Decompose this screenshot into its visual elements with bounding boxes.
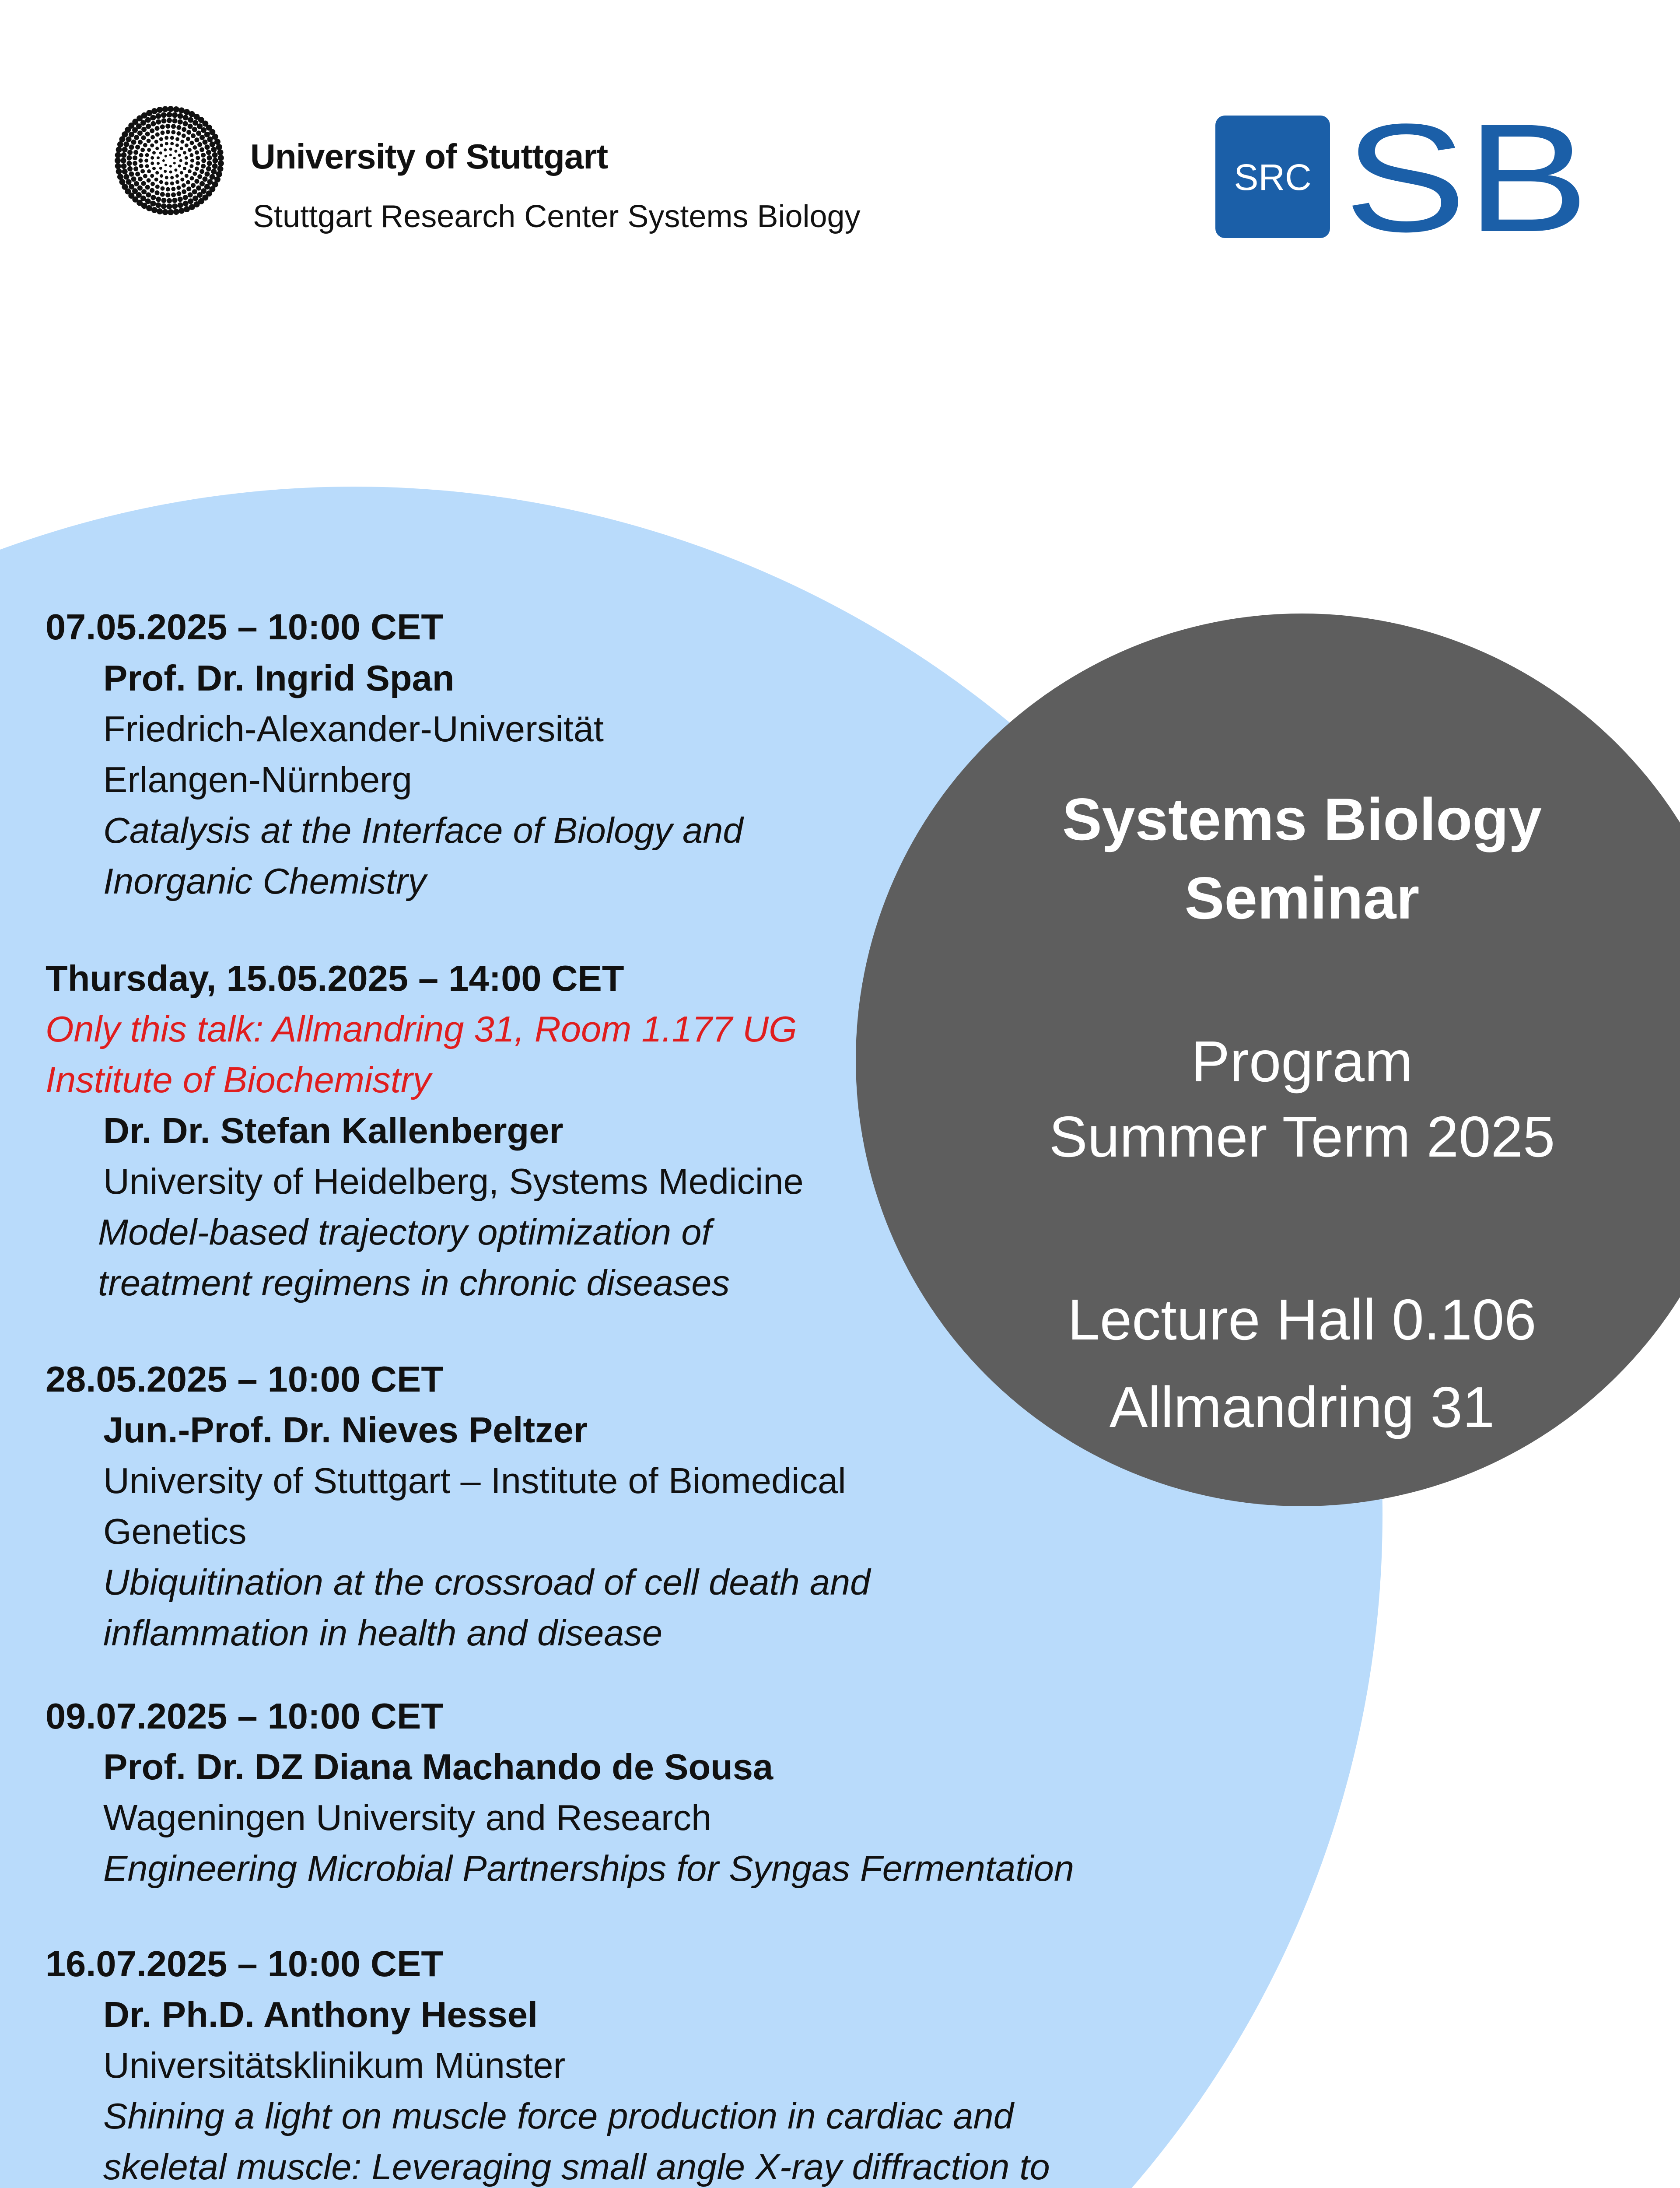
seal-dot bbox=[175, 180, 179, 184]
seal-dot bbox=[160, 174, 163, 178]
seal-dot bbox=[218, 155, 224, 161]
seal-dot bbox=[186, 130, 191, 135]
seal-dot bbox=[189, 153, 193, 157]
seal-dot bbox=[195, 167, 199, 171]
seminar-location bbox=[856, 1276, 1680, 1451]
seal-dot bbox=[143, 174, 147, 178]
seal-dot bbox=[140, 169, 145, 173]
seal-dot bbox=[137, 130, 143, 136]
seal-dot bbox=[126, 137, 132, 142]
seal-dot bbox=[176, 125, 181, 130]
talk-affiliation: University of Stuttgart – Institute of Biomedical bbox=[103, 1460, 846, 1501]
seal-dot bbox=[207, 155, 212, 161]
seal-dot bbox=[169, 171, 172, 174]
seal-dot bbox=[207, 137, 213, 142]
seal-dot bbox=[145, 185, 150, 189]
seal-dot bbox=[144, 159, 148, 163]
seal-dot bbox=[185, 161, 188, 165]
seal-dot bbox=[183, 115, 189, 120]
seal-dot bbox=[167, 112, 172, 118]
seal-dot bbox=[201, 153, 206, 158]
seal-dot bbox=[192, 127, 197, 132]
seal-dot bbox=[129, 144, 134, 150]
seal-dot bbox=[201, 164, 206, 168]
seal-dot bbox=[150, 195, 156, 200]
seal-dot bbox=[127, 150, 133, 155]
seal-dot bbox=[192, 196, 198, 201]
seal-dot bbox=[182, 189, 186, 194]
seal-dot bbox=[196, 156, 200, 160]
seal-dot bbox=[200, 181, 205, 186]
seal-dot bbox=[207, 161, 212, 166]
seal-dot bbox=[173, 106, 179, 112]
seal-dot bbox=[175, 144, 179, 147]
seal-dot bbox=[190, 159, 194, 163]
seal-dot bbox=[218, 160, 224, 166]
seal-dot bbox=[189, 164, 193, 168]
seal-dot bbox=[150, 182, 155, 186]
seal-dot bbox=[133, 161, 137, 166]
seal-dot bbox=[152, 167, 156, 170]
seal-dot bbox=[126, 161, 132, 166]
talk-speaker: Jun.-Prof. Dr. Nieves Peltzer bbox=[103, 1410, 588, 1450]
seal-dot bbox=[133, 166, 138, 171]
seal-dot bbox=[166, 187, 170, 192]
seal-dot bbox=[217, 149, 224, 155]
seal-dot bbox=[183, 201, 189, 207]
program-label bbox=[856, 1024, 1680, 1175]
seal-dot bbox=[203, 176, 208, 182]
seal-dot bbox=[186, 186, 191, 191]
seal-dot bbox=[173, 157, 176, 159]
seal-dot bbox=[151, 108, 158, 114]
seal-dot bbox=[154, 178, 158, 182]
seal-dot bbox=[155, 147, 159, 150]
talk-title: inflammation in health and disease bbox=[103, 1613, 663, 1653]
seal-dot bbox=[196, 186, 201, 191]
location-line2: Allmandring 31 bbox=[1109, 1375, 1495, 1439]
seal-dot bbox=[170, 182, 174, 186]
seal-dot bbox=[212, 163, 218, 169]
seal-dot bbox=[186, 180, 190, 185]
seal-dot bbox=[157, 156, 160, 159]
seal-dot bbox=[197, 142, 202, 147]
location-line1: Lecture Hall 0.106 bbox=[1068, 1287, 1536, 1352]
seal-dot bbox=[178, 113, 183, 119]
seal-dot bbox=[165, 176, 168, 179]
seal-dot bbox=[184, 206, 190, 212]
seal-dot bbox=[165, 142, 168, 145]
seal-dot bbox=[182, 183, 186, 188]
seal-dot bbox=[183, 195, 188, 200]
seal-dot bbox=[178, 202, 183, 208]
seal-dot bbox=[171, 124, 176, 129]
seal-dot bbox=[165, 124, 170, 129]
seal-dot bbox=[155, 113, 161, 119]
seal-dot bbox=[171, 130, 175, 134]
seal-dot bbox=[123, 174, 129, 180]
seal-dot bbox=[156, 119, 161, 125]
seal-dot bbox=[210, 174, 215, 180]
seal-dot bbox=[115, 158, 121, 164]
seal-dot bbox=[195, 151, 199, 155]
seal-dot bbox=[216, 144, 222, 150]
seal-dot bbox=[203, 140, 208, 145]
seal-dot bbox=[116, 168, 122, 175]
seal-dot bbox=[178, 208, 185, 214]
seal-dot bbox=[150, 201, 156, 207]
seal-dot bbox=[138, 177, 143, 182]
seal-dot bbox=[161, 112, 167, 118]
seal-dot bbox=[180, 147, 183, 150]
seal-dot bbox=[196, 130, 201, 136]
seal-dot bbox=[188, 169, 192, 173]
seal-dot bbox=[146, 124, 151, 129]
srcsb-logo bbox=[1215, 116, 1600, 238]
talk-date: 28.05.2025 – 10:00 CET bbox=[46, 1359, 444, 1399]
seal-dot bbox=[211, 169, 217, 175]
seal-dot bbox=[190, 176, 194, 181]
seal-dot bbox=[174, 150, 177, 153]
university-seal-logo bbox=[115, 106, 224, 215]
seal-dot bbox=[150, 135, 155, 140]
seal-dot bbox=[172, 203, 178, 209]
talk-title: Engineering Microbial Partnerships for Syngas Fermentation bbox=[103, 1848, 1074, 1889]
talk-room-note: Institute of Biochemistry bbox=[46, 1059, 431, 1100]
seal-dot bbox=[169, 148, 172, 151]
seal-dot bbox=[204, 132, 210, 137]
seal-dot bbox=[150, 115, 156, 120]
seal-dot bbox=[200, 169, 204, 174]
seal-dot bbox=[170, 136, 174, 140]
seal-dot bbox=[123, 141, 129, 147]
seal-dot bbox=[206, 166, 211, 172]
seal-dot bbox=[160, 144, 163, 147]
seal-dot bbox=[192, 172, 197, 176]
seal-dot bbox=[131, 176, 136, 182]
seal-dot bbox=[173, 162, 176, 165]
seal-dot bbox=[141, 189, 147, 194]
seal-dot bbox=[157, 162, 160, 165]
talk-room-note: Only this talk: Allmandring 31, Room 1.177 UG bbox=[46, 1009, 797, 1049]
talk-speaker: Dr. Dr. Stefan Kallenberger bbox=[103, 1110, 564, 1151]
seal-dot bbox=[182, 127, 186, 132]
seal-dot bbox=[122, 147, 128, 152]
seal-dot bbox=[172, 112, 178, 118]
seal-dot bbox=[164, 182, 168, 186]
seal-dot bbox=[135, 172, 140, 176]
seal-dot bbox=[155, 126, 160, 131]
talk-speaker: Prof. Dr. DZ Diana Machando de Sousa bbox=[103, 1746, 774, 1787]
seal-dot bbox=[200, 135, 205, 140]
talk-affiliation: Wageningen University and Research bbox=[103, 1797, 712, 1838]
university-name: University of Stuttgart bbox=[250, 137, 608, 176]
seal-dot bbox=[155, 171, 159, 175]
seal-dot bbox=[206, 150, 211, 155]
seal-dot bbox=[167, 118, 172, 123]
seal-dot bbox=[141, 127, 147, 132]
seal-dot bbox=[154, 140, 158, 144]
seal-dot bbox=[159, 137, 163, 141]
seal-dot bbox=[178, 196, 183, 202]
seal-dot bbox=[216, 171, 222, 177]
seal-dot bbox=[210, 141, 215, 147]
seal-dot bbox=[121, 163, 126, 169]
logo-src-text: SRC bbox=[1234, 157, 1312, 198]
seal-dot bbox=[211, 147, 217, 152]
seal-dot bbox=[121, 158, 126, 164]
seal-dot bbox=[180, 171, 183, 175]
seal-dot bbox=[155, 132, 160, 137]
seal-dot bbox=[183, 167, 186, 170]
seal-dot bbox=[115, 163, 121, 169]
talk-speaker: Prof. Dr. Ingrid Span bbox=[103, 658, 455, 698]
seal-dot bbox=[205, 172, 210, 177]
seal-dot bbox=[172, 118, 178, 123]
seminar-title-line2: Seminar bbox=[1184, 865, 1420, 931]
seal-dot bbox=[162, 209, 168, 215]
seal-dot bbox=[150, 156, 154, 160]
seal-dot bbox=[183, 121, 188, 126]
talk-title: Shining a light on muscle force production in cardiac and bbox=[103, 2096, 1014, 2136]
seal-dot bbox=[116, 147, 122, 153]
seal-dot bbox=[170, 176, 174, 179]
seal-dot bbox=[188, 148, 192, 152]
seal-dot bbox=[196, 161, 200, 165]
seal-dot bbox=[165, 193, 170, 197]
seal-dot bbox=[147, 169, 151, 173]
talk-affiliation: Genetics bbox=[103, 1511, 247, 1552]
seal-dot bbox=[157, 107, 163, 113]
program-line1: Program bbox=[1191, 1029, 1413, 1094]
seal-dot bbox=[201, 158, 206, 163]
seal-dot bbox=[139, 164, 144, 168]
seal-dot bbox=[182, 133, 186, 138]
seal-dot bbox=[121, 152, 126, 158]
seal-dot bbox=[170, 142, 174, 145]
seal-dot bbox=[126, 179, 132, 185]
talk-date: 07.05.2025 – 10:00 CET bbox=[46, 607, 444, 647]
seal-dot bbox=[183, 151, 186, 154]
seminar-title-line1: Systems Biology bbox=[1062, 786, 1542, 852]
seal-dot bbox=[143, 143, 147, 147]
seal-dot bbox=[159, 180, 163, 184]
seal-dot bbox=[150, 161, 154, 165]
talk-title: Ubiquitination at the crossroad of cell death and bbox=[103, 1562, 871, 1602]
seal-dot bbox=[178, 165, 181, 168]
seal-dot bbox=[134, 135, 139, 140]
seal-dot bbox=[156, 196, 161, 202]
talk-date: Thursday, 15.05.2025 – 14:00 CET bbox=[46, 958, 624, 999]
talk-date: 16.07.2025 – 10:00 CET bbox=[46, 1943, 444, 1984]
seal-dot bbox=[117, 174, 123, 180]
seal-dot bbox=[131, 140, 136, 145]
seal-dot bbox=[178, 119, 183, 125]
seal-dot bbox=[192, 189, 197, 194]
seal-dot bbox=[150, 174, 154, 178]
seal-dot bbox=[159, 167, 162, 170]
seal-dot bbox=[185, 156, 188, 160]
seal-dot bbox=[161, 198, 167, 203]
seal-dot bbox=[194, 179, 199, 184]
seal-dot bbox=[207, 179, 213, 185]
seal-dot bbox=[137, 186, 143, 191]
seal-dot bbox=[129, 184, 134, 189]
seal-dot bbox=[147, 139, 151, 143]
seal-dot bbox=[147, 148, 151, 152]
seal-dot bbox=[217, 166, 224, 172]
seal-dot bbox=[162, 159, 165, 162]
seal-dot bbox=[152, 151, 156, 154]
talk-title: treatment regimens in chronic diseases bbox=[98, 1262, 730, 1303]
program-line2: Summer Term 2025 bbox=[1049, 1105, 1555, 1169]
seal-dot bbox=[133, 150, 138, 155]
seal-dot bbox=[134, 181, 139, 186]
seal-dot bbox=[188, 124, 193, 129]
talk-title: Model-based trajectory optimization of bbox=[98, 1212, 712, 1252]
seal-dot bbox=[176, 186, 181, 190]
seal-dot bbox=[194, 137, 199, 142]
seal-dot bbox=[145, 164, 149, 168]
seal-dot bbox=[186, 137, 190, 141]
seal-dot bbox=[178, 107, 185, 113]
talk-date: 09.07.2025 – 10:00 CET bbox=[46, 1696, 444, 1736]
seal-dot bbox=[141, 181, 146, 186]
talk-title: skeletal muscle: Leveraging small angle X-ray diffraction to bbox=[103, 2146, 1050, 2187]
seal-dot bbox=[133, 155, 137, 160]
seal-dot bbox=[172, 198, 178, 203]
seminar-title bbox=[856, 780, 1680, 937]
seal-dot bbox=[161, 118, 167, 123]
seal-dot bbox=[155, 190, 160, 195]
seal-dot bbox=[173, 209, 179, 215]
seal-dot bbox=[175, 174, 179, 178]
seal-dot bbox=[155, 202, 161, 208]
seal-dot bbox=[188, 192, 193, 197]
seal-dot bbox=[200, 147, 204, 152]
seal-dot bbox=[214, 139, 220, 145]
seal-dot bbox=[146, 192, 151, 197]
seal-dot bbox=[155, 185, 160, 189]
seal-dot bbox=[141, 135, 146, 140]
seal-dot bbox=[145, 132, 150, 137]
seal-dot bbox=[164, 155, 167, 158]
seal-dot bbox=[171, 187, 175, 191]
seal-dot bbox=[180, 140, 184, 144]
seal-dot bbox=[212, 152, 218, 158]
department-name: Stuttgart Research Center Systems Biology bbox=[253, 199, 861, 234]
seal-dot bbox=[164, 170, 167, 173]
seal-dot bbox=[169, 165, 172, 168]
seal-dot bbox=[127, 166, 133, 172]
seal-dot bbox=[188, 198, 193, 204]
seal-dot bbox=[138, 158, 143, 163]
talk-affiliation: University of Heidelberg, Systems Medicine bbox=[103, 1161, 804, 1202]
seal-dot bbox=[178, 154, 181, 157]
seal-dot bbox=[175, 137, 179, 141]
seal-dot bbox=[179, 159, 182, 162]
seal-dot bbox=[188, 117, 193, 123]
seal-dot bbox=[174, 168, 177, 172]
seal-dot bbox=[160, 124, 165, 129]
talk-affiliation: Universitätsklinikum Münster bbox=[103, 2045, 566, 2086]
seal-dot bbox=[164, 164, 167, 166]
seal-dot bbox=[212, 158, 218, 164]
seal-dot bbox=[191, 133, 196, 138]
seal-dot bbox=[160, 192, 165, 197]
seal-dot bbox=[161, 130, 165, 135]
seal-dot bbox=[147, 178, 151, 182]
seal-dot bbox=[185, 174, 189, 178]
seal-dot bbox=[169, 154, 172, 156]
seal-dot bbox=[159, 151, 162, 154]
seal-dot bbox=[140, 148, 145, 152]
seal-dot bbox=[157, 208, 163, 214]
seal-dot bbox=[167, 198, 172, 203]
seal-dot bbox=[197, 174, 202, 179]
talk-title: Catalysis at the Interface of Biology and bbox=[103, 810, 743, 851]
seal-dot bbox=[185, 144, 189, 147]
logo-sb-text: SB bbox=[1344, 116, 1589, 238]
seal-dot bbox=[138, 140, 143, 145]
seal-dot bbox=[145, 153, 149, 157]
talk-title: Inorganic Chemistry bbox=[103, 861, 427, 901]
seal-dot bbox=[150, 128, 154, 133]
seal-dot bbox=[126, 155, 132, 161]
seal-dot bbox=[115, 152, 121, 158]
seal-dot bbox=[164, 148, 167, 151]
seal-dot bbox=[162, 106, 168, 112]
seal-dot bbox=[129, 172, 134, 177]
seal-dot bbox=[176, 131, 181, 136]
seal-dot bbox=[168, 106, 174, 112]
seal-dot bbox=[176, 191, 181, 196]
seal-dot bbox=[192, 145, 197, 150]
seal-dot bbox=[150, 188, 154, 193]
talk-affiliation: Erlangen-Nürnberg bbox=[103, 759, 412, 800]
seal-dot bbox=[161, 203, 167, 209]
seal-dot bbox=[150, 121, 156, 126]
seal-dot bbox=[164, 136, 168, 140]
seal-dot bbox=[150, 144, 154, 147]
talk-speaker: Dr. Ph.D. Anthony Hessel bbox=[103, 1994, 538, 2035]
seal-dot bbox=[161, 186, 165, 191]
seal-dot bbox=[191, 183, 196, 188]
talk-affiliation: Friedrich-Alexander-Universität bbox=[103, 708, 604, 749]
seal-dot bbox=[167, 203, 172, 209]
seal-dot bbox=[135, 145, 140, 150]
seal-dot bbox=[168, 209, 174, 215]
seal-dot bbox=[180, 178, 184, 182]
seal-dot bbox=[166, 130, 170, 134]
seal-dot bbox=[205, 144, 210, 150]
seal-dot bbox=[190, 141, 194, 145]
seal-dot bbox=[139, 153, 144, 158]
seal-dot bbox=[171, 193, 176, 197]
seal-dot bbox=[122, 169, 128, 175]
